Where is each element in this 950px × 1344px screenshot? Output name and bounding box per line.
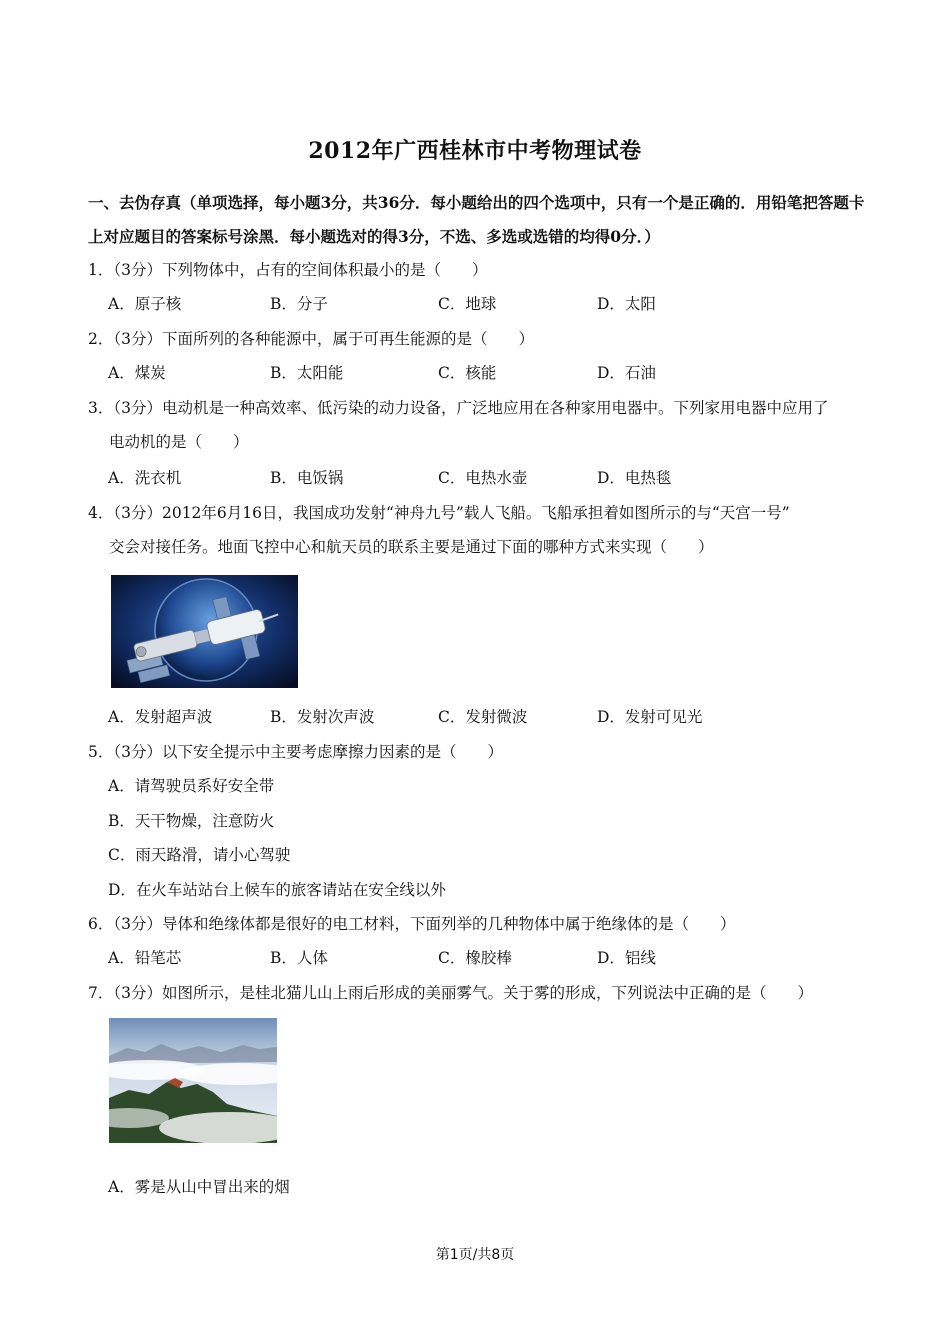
page-title: 2012年广西桂林市中考物理试卷 [308, 138, 642, 164]
question-7 [88, 976, 878, 1010]
option-c: C．核能 [438, 364, 497, 382]
question-3 [88, 391, 878, 459]
option-b: B．分子 [270, 295, 328, 313]
option-d: D．石油 [597, 364, 656, 382]
question-4 [88, 496, 878, 564]
question-stem: 6．（3分）导体和绝缘体都是很好的电工材料，下面列举的几种物体中属于绝缘体的是（ ） [88, 915, 736, 933]
question-stem-continued: 交会对接任务。地面飞控中心和航天员的联系主要是通过下面的哪种方式来实现（ ） [109, 538, 714, 556]
question-5 [88, 735, 878, 769]
spacecraft-illustration [111, 575, 298, 688]
option-c: C．电热水壶 [438, 469, 528, 487]
option-c: C．地球 [438, 295, 497, 313]
option-b: B．电饭锅 [270, 469, 344, 487]
mountain-fog-illustration [109, 1018, 277, 1143]
option-d: D．电热毯 [597, 469, 672, 487]
option-b: B．天干物燥，注意防火 [108, 812, 275, 830]
option-a: A．雾是从山中冒出来的烟 [108, 1178, 290, 1196]
option-c: C．橡胶棒 [438, 949, 512, 967]
misty-mountain-image [109, 1018, 277, 1143]
question-stem: 5．（3分）以下安全提示中主要考虑摩擦力因素的是（ ） [88, 743, 503, 761]
question-stem-continued: 电动机的是（ ） [109, 433, 249, 451]
option-c: C．雨天路滑，请小心驾驶 [108, 846, 291, 864]
question-stem: 2．（3分）下面所列的各种能源中，属于可再生能源的是（ ） [88, 330, 534, 348]
question-1 [88, 253, 878, 287]
question-1-options [108, 287, 878, 321]
question-3-options [108, 461, 878, 495]
option-b: B．太阳能 [270, 364, 344, 382]
option-a: A．请驾驶员系好安全带 [108, 777, 275, 795]
section-instructions: 一、去伪存真（单项选择，每小题3分，共36分．每小题给出的四个选项中，只有一个是正确的．用铅笔把答题卡上对应题目的答案标号涂黑．每小题选对的得3分，不选、多选或选错的均得0分．） [88, 193, 865, 246]
option-b: B．发射次声波 [270, 708, 375, 726]
option-c: C．发射微波 [438, 708, 528, 726]
page-footer: 第1页/共8页 [435, 1247, 515, 1263]
option-a: A．原子核 [108, 295, 182, 313]
option-a: A．洗衣机 [108, 469, 182, 487]
spacecraft-docking-image [111, 575, 298, 688]
option-d: D．在火车站站台上候车的旅客请站在安全线以外 [108, 881, 446, 899]
option-a: A．发射超声波 [108, 708, 213, 726]
option-a: A．煤炭 [108, 364, 166, 382]
question-2 [88, 322, 878, 356]
question-stem: 1．（3分）下列物体中，占有的空间体积最小的是（ ） [88, 261, 488, 279]
option-b: B．人体 [270, 949, 328, 967]
question-2-options [108, 356, 878, 390]
question-6-options [108, 941, 878, 975]
question-4-options [108, 700, 878, 734]
question-stem: 7．（3分）如图所示，是桂北猫儿山上雨后形成的美丽雾气。关于雾的形成，下列说法中正确的是（ ） [88, 984, 813, 1002]
option-a: A．铅笔芯 [108, 949, 182, 967]
question-stem: 4．（3分）2012年6月16日，我国成功发射“神舟九号”载人飞船。飞船承担着如图所示的与“天宫一号” [88, 504, 790, 522]
question-stem: 3．（3分）电动机是一种高效率、低污染的动力设备，广泛地应用在各种家用电器中。下列家用电器中应用了 [88, 399, 829, 417]
option-d: D．太阳 [597, 295, 656, 313]
option-d: D．铝线 [597, 949, 656, 967]
option-d: D．发射可见光 [597, 708, 703, 726]
question-6 [88, 907, 878, 941]
